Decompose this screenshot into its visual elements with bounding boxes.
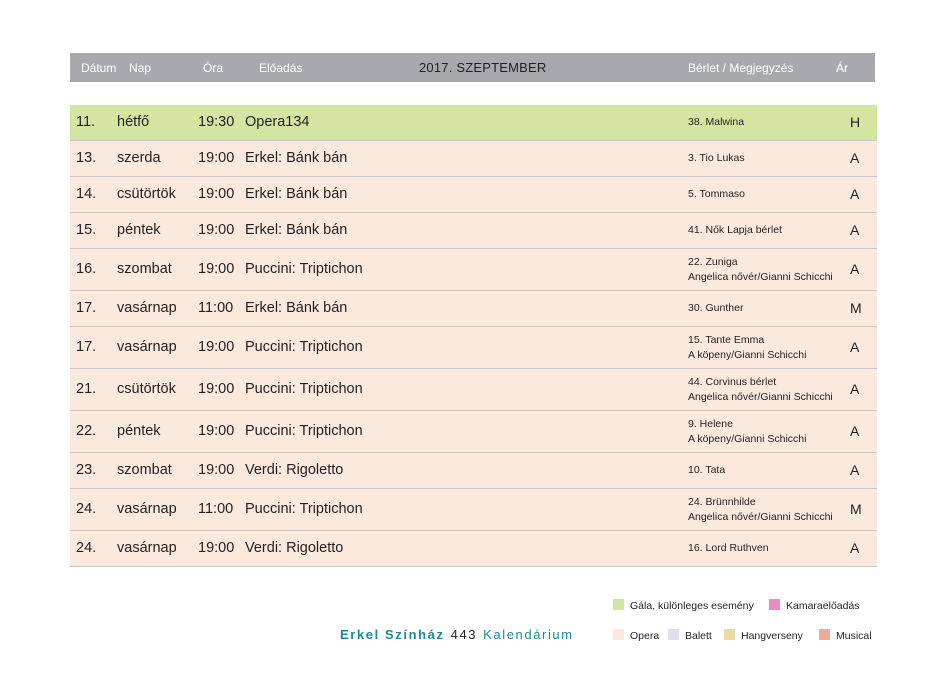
- row-date: 17.: [76, 338, 97, 355]
- col-date-header: Dátum: [81, 61, 117, 75]
- legend-ballet-swatch: [668, 629, 679, 640]
- legend-ballet: [668, 629, 712, 642]
- row-date: 13.: [76, 149, 97, 166]
- row-note: [688, 187, 745, 202]
- row-price: A: [850, 221, 860, 238]
- row-note-line1: 3. Tio Lukas: [688, 151, 745, 164]
- row-day: szombat: [117, 260, 172, 277]
- legend-opera: [613, 629, 659, 642]
- table-row: [70, 141, 877, 177]
- row-note-line1: 9. Helene: [688, 417, 733, 430]
- row-note-line1: 30. Gunther: [688, 301, 744, 314]
- row-price: H: [850, 113, 861, 130]
- row-date: 17.: [76, 299, 97, 316]
- col-performance-header: Előadás: [259, 61, 303, 75]
- legend-musical-swatch: [819, 629, 830, 640]
- table-row: [70, 291, 877, 327]
- row-performance: Opera134: [245, 113, 310, 130]
- row-time: 19:00: [198, 149, 235, 166]
- row-day: vasárnap: [117, 299, 177, 316]
- table-row: [70, 249, 877, 291]
- row-note-line1: 44. Corvinus bérlet: [688, 375, 777, 388]
- row-note-line2: A köpeny/Gianni Schicchi: [688, 432, 807, 445]
- row-time: 19:00: [198, 539, 235, 556]
- col-day-header: Nap: [129, 61, 152, 75]
- legend-concert: [724, 629, 803, 642]
- legend-ballet-label: Balett: [685, 630, 712, 642]
- row-note: [688, 375, 833, 405]
- row-day: vasárnap: [117, 500, 177, 517]
- legend-chamber: [769, 599, 860, 612]
- row-price: A: [850, 461, 860, 478]
- row-performance: Puccini: Triptichon: [245, 338, 363, 355]
- row-note-line1: 22. Zuniga: [688, 255, 738, 268]
- row-date: 16.: [76, 260, 97, 277]
- row-note: [688, 333, 806, 363]
- table-row: [70, 105, 877, 141]
- legend-gala: [613, 599, 754, 612]
- page-number: 443: [450, 627, 478, 642]
- row-date: 14.: [76, 185, 97, 202]
- row-note: [688, 417, 806, 447]
- legend-gala-label: Gála, különleges esemény: [630, 600, 754, 612]
- row-time: 19:00: [198, 380, 235, 397]
- row-note-line2: A köpeny/Gianni Schicchi: [688, 348, 807, 361]
- table-row: [70, 453, 877, 489]
- row-time: 19:00: [198, 461, 235, 478]
- row-date: 24.: [76, 539, 97, 556]
- row-note: [688, 541, 769, 556]
- row-day: péntek: [117, 221, 161, 238]
- legend-musical-label: Musical: [836, 630, 872, 642]
- table-row: [70, 327, 877, 369]
- row-note: [688, 151, 745, 166]
- col-price-header: Ár: [836, 61, 848, 75]
- row-day: szombat: [117, 461, 172, 478]
- row-performance: Erkel: Bánk bán: [245, 149, 348, 166]
- row-performance: Erkel: Bánk bán: [245, 185, 348, 202]
- row-performance: Puccini: Triptichon: [245, 380, 363, 397]
- row-day: csütörtök: [117, 185, 176, 202]
- table-row: [70, 369, 877, 411]
- row-price: M: [850, 299, 862, 316]
- row-price: A: [850, 539, 860, 556]
- legend-concert-swatch: [724, 629, 735, 640]
- row-performance: Erkel: Bánk bán: [245, 299, 348, 316]
- row-day: hétfő: [117, 113, 150, 130]
- row-note-line1: 41. Nők Lapja bérlet: [688, 223, 782, 236]
- table-row: [70, 411, 877, 453]
- row-date: 24.: [76, 500, 97, 517]
- row-price: A: [850, 380, 860, 397]
- row-time: 11:00: [198, 299, 234, 316]
- row-note-line2: Angelica nővér/Gianni Schicchi: [688, 390, 833, 403]
- row-day: péntek: [117, 422, 161, 439]
- row-time: 19:00: [198, 422, 235, 439]
- row-note-line1: 16. Lord Ruthven: [688, 541, 769, 554]
- row-note-line2: Angelica nővér/Gianni Schicchi: [688, 510, 833, 523]
- legend-gala-swatch: [613, 599, 624, 610]
- table-header: [70, 53, 875, 82]
- row-price: A: [850, 185, 860, 202]
- row-time: 19:00: [198, 338, 235, 355]
- row-note-line1: 10. Tata: [688, 463, 726, 476]
- row-date: 23.: [76, 461, 97, 478]
- row-note-line1: 15. Tante Emma: [688, 333, 765, 346]
- row-note-line2: Angelica nővér/Gianni Schicchi: [688, 270, 833, 283]
- row-day: vasárnap: [117, 338, 177, 355]
- row-date: 11.: [76, 113, 96, 130]
- section-name: Kalendárium: [483, 627, 574, 642]
- row-time: 19:00: [198, 260, 235, 277]
- row-performance: Verdi: Rigoletto: [245, 461, 344, 478]
- row-price: A: [850, 149, 860, 166]
- table-row: [70, 177, 877, 213]
- row-date: 22.: [76, 422, 97, 439]
- row-time: 19:00: [198, 221, 235, 238]
- row-time: 19:00: [198, 185, 235, 202]
- row-performance: Erkel: Bánk bán: [245, 221, 348, 238]
- row-note-line1: 24. Brünnhilde: [688, 495, 756, 508]
- row-note: [688, 223, 782, 238]
- col-time-header: Óra: [203, 61, 224, 75]
- schedule-table: [70, 105, 877, 567]
- row-note-line1: 5. Tommaso: [688, 187, 745, 200]
- table-row: [70, 531, 877, 567]
- legend-musical: [819, 629, 872, 642]
- venue-name: Erkel Színház: [340, 627, 445, 642]
- legend-chamber-swatch: [769, 599, 780, 610]
- row-note: [688, 115, 744, 130]
- row-price: A: [850, 260, 860, 277]
- row-price: M: [850, 500, 862, 517]
- row-day: vasárnap: [117, 539, 177, 556]
- legend-opera-label: Opera: [630, 630, 660, 642]
- row-performance: Puccini: Triptichon: [245, 500, 363, 517]
- row-note: [688, 463, 725, 478]
- legend-concert-label: Hangverseny: [741, 630, 803, 642]
- row-time: 11:00: [198, 500, 234, 517]
- row-date: 21.: [76, 380, 97, 397]
- col-note-header: Bérlet / Megjegyzés: [688, 61, 794, 75]
- row-performance: Puccini: Triptichon: [245, 260, 363, 277]
- row-note: [688, 495, 833, 525]
- table-row: [70, 489, 877, 531]
- row-performance: Puccini: Triptichon: [245, 422, 363, 439]
- footer-brand: [340, 627, 574, 642]
- row-date: 15.: [76, 221, 97, 238]
- row-note-line1: 38. Malwina: [688, 115, 745, 128]
- legend-opera-swatch: [613, 629, 624, 640]
- legend-chamber-label: Kamaraelőadás: [786, 600, 860, 612]
- row-day: csütörtök: [117, 380, 176, 397]
- row-note: [688, 301, 743, 316]
- table-row: [70, 213, 877, 249]
- row-time: 19:30: [198, 113, 235, 130]
- month-title: 2017. SZEPTEMBER: [419, 60, 547, 75]
- row-note: [688, 255, 833, 285]
- row-day: szerda: [117, 149, 161, 166]
- row-price: A: [850, 422, 860, 439]
- row-price: A: [850, 338, 860, 355]
- row-performance: Verdi: Rigoletto: [245, 539, 344, 556]
